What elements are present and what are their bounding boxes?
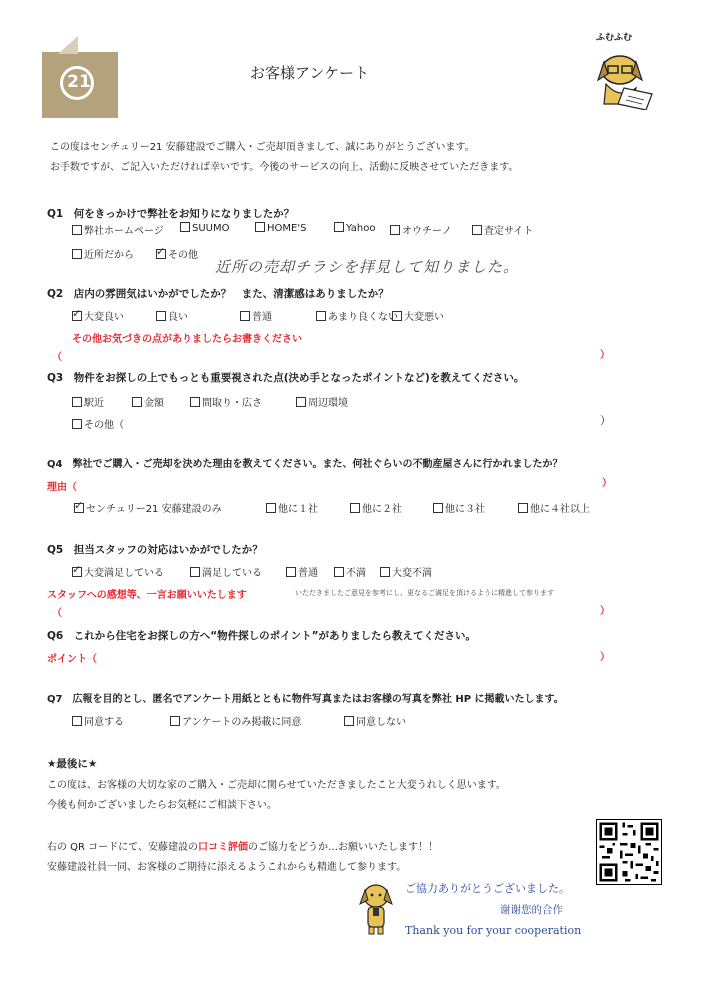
closing-line-1: この度は、お客様の大切な家のご購入・ご売却に関らせていただきましたこと大変うれしく思います。 [47,780,506,791]
logo-fold [58,36,78,54]
q3-label: Q3 物件をお探しの上でもっとも重要視された点(決め手となったポイントなど)を教えてください。 [47,372,525,384]
q4-option[interactable]: 他に４社以上 [518,500,590,515]
q1-option[interactable]: SUUMO [180,222,230,234]
checkbox[interactable] [334,567,344,577]
q7-option[interactable]: 同意しない [344,713,406,728]
q2-option[interactable]: 普通 [240,308,272,323]
q3-option[interactable]: 周辺環境 [296,394,348,409]
checkbox[interactable] [286,567,296,577]
checkbox[interactable] [255,222,265,232]
q7-option[interactable]: 同意する [72,713,124,728]
review-highlight: 口コミ評価 [197,842,248,853]
q5-option[interactable]: 満足している [190,564,262,579]
checkbox[interactable] [380,567,390,577]
closing-heading: ★最後に★ [47,758,98,770]
checkbox[interactable] [72,419,82,429]
q6-label: Q6 これから住宅をお探しの方へ“物件探しのポイント”がありましたら教えてください。 [47,630,477,642]
q4-option[interactable]: 他に１社 [266,500,318,515]
checkbox[interactable] [72,249,82,259]
q3-option[interactable]: 間取り・広さ [190,394,262,409]
checkbox[interactable] [296,397,306,407]
q5-label: Q5 担当スタッフの対応はいかがでしたか？ [47,544,263,556]
checkbox[interactable] [316,311,326,321]
checkbox[interactable] [350,503,360,513]
q3-option[interactable]: 金額 [132,394,164,409]
paren-close: ） [600,606,610,617]
mascot-reading-illustration [586,30,666,110]
q4-label: Q4 弊社でご購入・ご売却を決めた理由を教えてください。また、何社ぐらいの不動産屋さんに行かれましたか？ [47,459,563,470]
checkbox[interactable] [518,503,528,513]
q2-option[interactable]: あまり良くない [316,308,398,323]
mascot-bubble: ふむふむ [596,33,633,43]
checkbox[interactable] [390,225,400,235]
q5-note: いただきましたご意見を参考にし、更なるご満足を頂けるように精進して参ります [295,589,554,597]
paren-close: ） [600,350,610,361]
checkbox[interactable] [72,716,82,726]
checkbox-checked[interactable] [72,311,82,321]
closing-qr-line: 右の QR コードにて、安藤建設の口コミ評価のご協力をどうか…お願いいたします！！ [47,842,438,853]
q1-option[interactable]: HOME'S [255,222,306,234]
paren-open: （ [52,352,62,363]
checkbox-checked[interactable] [156,249,166,259]
checkbox[interactable] [240,311,250,321]
checkbox[interactable] [156,311,166,321]
checkbox[interactable] [72,397,82,407]
intro-line-1: この度はセンチュリー21 安藤建設でご購入・ご売却頂きまして、誠にありがとうございます。 [50,142,475,153]
checkbox[interactable] [132,397,142,407]
q4-option[interactable]: ✓センチュリー21 安藤建設のみ [74,500,222,515]
q1-option[interactable]: 近所だから [72,246,134,261]
qr-code[interactable] [596,819,662,885]
checkbox[interactable] [392,311,402,321]
thanks-japanese: ご協力ありがとうございました。 [405,882,570,895]
checkbox-checked[interactable] [74,503,84,513]
q1-option[interactable]: 査定サイト [472,222,533,237]
paren-close: ） [600,414,611,427]
q1-option[interactable]: ✓ その他 [156,246,198,261]
q5-option[interactable]: 大変不満 [380,564,432,579]
closing-line-4: 安藤建設社員一同、お客様のご期待に添えるようこれからも精進して参ります。 [47,862,407,873]
checkbox[interactable] [72,225,82,235]
q4-option[interactable]: 他に３社 [433,500,485,515]
checkbox[interactable] [190,397,200,407]
q5-option[interactable]: 普通 [286,564,318,579]
q7-option[interactable]: アンケートのみ掲載に同意 [170,713,301,728]
checkbox[interactable] [472,225,482,235]
q2-prompt: その他お気づきの点がありましたらお書きください [72,334,302,345]
q1-option[interactable]: 弊社ホームページ [72,222,164,237]
checkbox[interactable] [266,503,276,513]
logo-text: 21 [67,72,91,92]
paren-close: ） [600,652,610,663]
paren-open: （ [52,608,62,619]
q1-option[interactable]: Yahoo [334,222,375,234]
q2-option[interactable]: ✓大変良い [72,308,124,323]
paren-close: ） [602,478,612,489]
q4-reason: 理由（ [47,482,77,493]
checkbox[interactable] [190,567,200,577]
q6-point: ポイント（ [47,654,97,665]
checkbox-checked[interactable] [72,567,82,577]
checkbox[interactable] [170,716,180,726]
checkbox[interactable] [344,716,354,726]
company-logo [42,52,118,118]
checkbox[interactable] [180,222,190,232]
intro-line-2: お手数ですが、ご記入いただければ幸いです。今後のサービスの向上、活動に反映させていただきます。 [50,162,519,173]
q5-option[interactable]: 不満 [334,564,366,579]
q4-option[interactable]: 他に２社 [350,500,402,515]
q2-option[interactable]: 大変悪い [392,308,444,323]
q3-other[interactable]: その他（ [72,416,124,431]
q2-option[interactable]: 良い [156,308,188,323]
handwritten-answer: 近所の売却チラシを拝見して知りました。 [215,258,520,276]
q5-option[interactable]: ✓大変満足している [72,564,164,579]
q5-prompt: スタッフへの感想等、一言お願いいたします [47,590,247,601]
checkbox[interactable] [334,222,344,232]
page-title: お客様アンケート [250,64,370,82]
q7-label: Q7 広報を目的とし、匿名でアンケート用紙とともに物件写真またはお客様の写真を弊社 HP に掲載いたします。 [47,694,564,705]
thanks-english: Thank you for your cooperation [405,924,582,937]
mascot-dog-illustration [356,880,396,936]
checkbox[interactable] [433,503,443,513]
q2-label: Q2 店内の雰囲気はいかがでしたか？ また、清潔感はありましたか？ [47,288,389,300]
q1-option[interactable]: オウチーノ [390,222,452,237]
q3-option[interactable]: 駅近 [72,394,104,409]
q1-label: Q1 何をきっかけで弊社をお知りになりましたか？ [47,208,295,220]
closing-line-2: 今後も何かございましたらお気軽にご相談下さい。 [47,800,277,811]
thanks-chinese: 谢谢您的合作 [500,904,563,916]
